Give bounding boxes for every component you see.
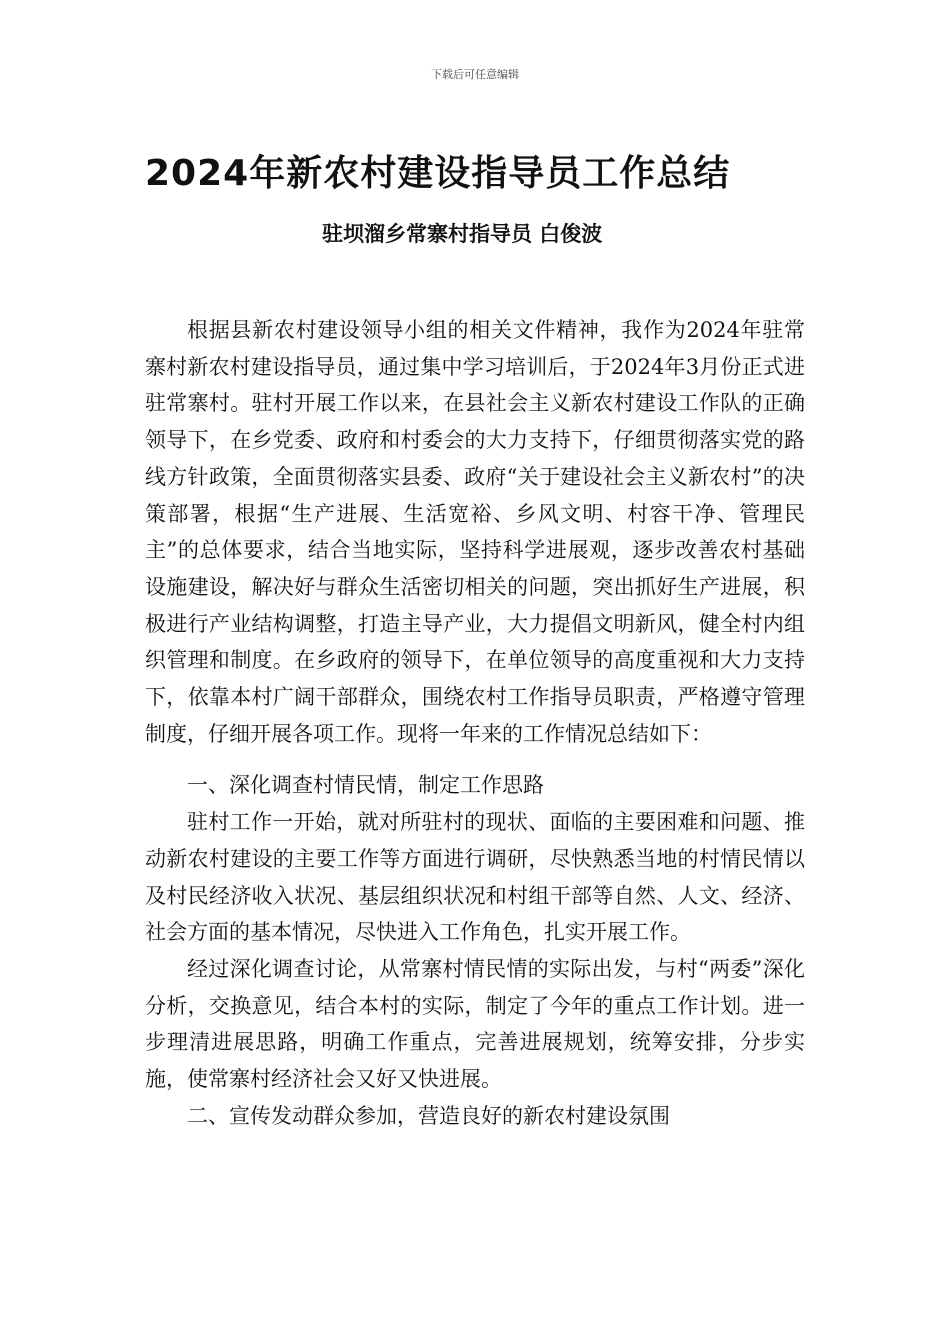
document-body — [145, 312, 805, 1134]
section-1-paragraph-2: 经过深化调查讨论，从常寨村情民情的实际出发，与村“两委”深化分析，交换意见，结合本村的实际，制定了今年的重点工作计划。进一步理清进展思路，明确工作重点，完善进展规划，统筹安排，分步实施，使常寨村经济社会又好又快进展。 — [145, 956, 805, 1092]
document-title: 2024年新农村建设指导员工作总结 — [145, 153, 731, 194]
section-1-heading: 一、深化调查村情民情，制定工作思路 — [187, 773, 544, 798]
intro-paragraph: 根据县新农村建设领导小组的相关文件精神，我作为2024年驻常寨村新农村建设指导员，通过集中学习培训后，于2024年3月份正式进驻常寨村。驻村开展工作以来，在县社会主义新农村建设工作队的正确领导下，在乡党委、政府和村委会的大力支持下，仔细贯彻落实党的路线方针政策，全面贯彻落实县委、政府“关于建设社会主义新农村”的决策部署，根据“生产进展、生活宽裕、乡风文明、村容干净、管理民主”的总体要求，结合当地实际，坚持科学进展观，逐步改善农村基础设施建设，解决好与群众生活密切相关的问题，突出抓好生产进展，积极进行产业结构调整，打造主导产业，大力提倡文明新风，健全村内组织管理和制度。在乡政府的领导下，在单位领导的高度重视和大力支持下，依靠本村广阔干部群众，围绕农村工作指导员职责，严格遵守管理制度，仔细开展各项工作。现将一年来的工作情况总结如下： — [145, 318, 805, 746]
section-2-heading: 二、宣传发动群众参加，营造良好的新农村建设氛围 — [187, 1103, 670, 1128]
page-header-note: 下载后可任意编辑 — [431, 68, 519, 81]
section-1-paragraph-1: 驻村工作一开始，就对所驻村的现状、面临的主要困难和问题、推动新农村建设的主要工作等方面进行调研，尽快熟悉当地的村情民情以及村民经济收入状况、基层组织状况和村组干部等自然、人文、经济、社会方面的基本情况，尽快进入工作角色，扎实开展工作。 — [145, 810, 805, 945]
author-line: 驻坝溜乡常寨村指导员 白俊波 — [322, 222, 603, 246]
